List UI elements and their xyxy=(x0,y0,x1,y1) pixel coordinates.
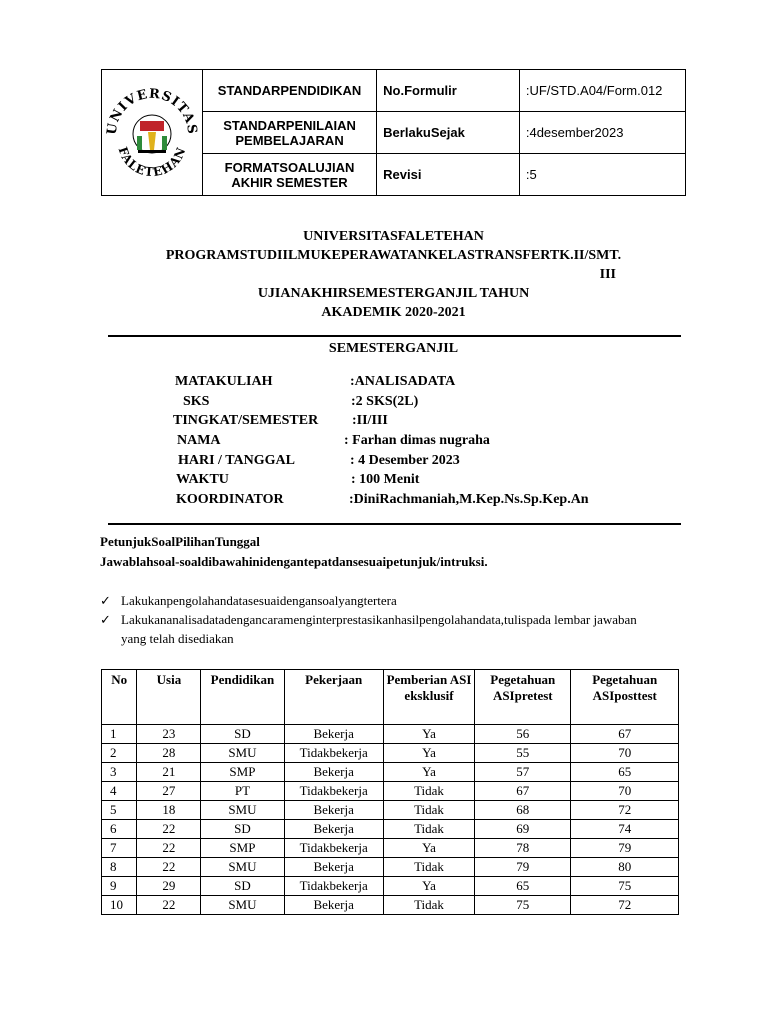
table-cell: 70 xyxy=(571,782,679,801)
table-cell: SMU xyxy=(201,744,284,763)
table-cell: 4 xyxy=(102,782,137,801)
table-cell: Bekerja xyxy=(284,896,383,915)
instruction-text: Lakukananalisadatadengancaramenginterprestasikanhasilpengolahandata,tulispada lembar jawaban yang telah disediakan xyxy=(121,612,637,646)
table-row xyxy=(102,877,679,896)
table-cell: 2 xyxy=(102,744,137,763)
info-value: : 4 Desember 2023 xyxy=(350,453,460,468)
table-cell: Bekerja xyxy=(284,820,383,839)
table-cell: 80 xyxy=(571,858,679,877)
table-cell: Tidakbekerja xyxy=(284,782,383,801)
table-cell: Ya xyxy=(383,744,474,763)
table-cell: 72 xyxy=(571,801,679,820)
table-cell: 21 xyxy=(137,763,201,782)
table-row xyxy=(102,763,679,782)
info-label: TINGKAT/SEMESTER xyxy=(173,413,319,428)
table-cell: 22 xyxy=(137,896,201,915)
divider-bottom xyxy=(108,523,681,525)
info-label: WAKTU xyxy=(176,472,229,487)
table-cell: 69 xyxy=(475,820,571,839)
table-cell: 28 xyxy=(137,744,201,763)
table-cell: 79 xyxy=(571,839,679,858)
col-header-usia: Usia xyxy=(137,670,201,725)
table-cell: 22 xyxy=(137,820,201,839)
instruction-text: Lakukanpengolahandatasesuaidengansoalyangtertera xyxy=(121,593,397,608)
table-cell: SMP xyxy=(201,763,284,782)
divider-top xyxy=(108,335,681,337)
program-title: PROGRAMSTUDIILMUKEPERAWATANKELASTRANSFERTK.II/SMT. xyxy=(165,248,622,263)
university-logo xyxy=(102,70,203,196)
field-value-1: :UF/STD.A04/Form.012 xyxy=(519,70,685,112)
col-header-asi-eksklusif: Pemberian ASI eksklusif xyxy=(383,670,474,725)
info-label: MATAKULIAH xyxy=(175,374,273,389)
info-label: HARI / TANGGAL xyxy=(178,453,295,468)
table-cell: Tidak xyxy=(383,858,474,877)
university-title: UNIVERSITASFALETEHAN xyxy=(303,229,484,244)
table-cell: 68 xyxy=(475,801,571,820)
table-cell: 22 xyxy=(137,858,201,877)
field-label-2: BerlakuSejak xyxy=(377,112,520,154)
table-row xyxy=(102,782,679,801)
table-cell: SMP xyxy=(201,839,284,858)
table-cell: Tidak xyxy=(383,896,474,915)
table-cell: Bekerja xyxy=(284,763,383,782)
table-cell: Bekerja xyxy=(284,725,383,744)
table-cell: Tidakbekerja xyxy=(284,744,383,763)
doc-standard-1: STANDARPENDIDIKAN xyxy=(202,70,376,112)
col-header-pendidikan: Pendidikan xyxy=(201,670,284,725)
table-cell: 8 xyxy=(102,858,137,877)
table-cell: SD xyxy=(201,820,284,839)
checkmark-icon: ✓ xyxy=(100,593,111,608)
table-cell: 55 xyxy=(475,744,571,763)
info-value: :ANALISADATA xyxy=(350,374,456,389)
info-value: :II/III xyxy=(352,413,388,428)
table-row xyxy=(102,820,679,839)
table-cell: 9 xyxy=(102,877,137,896)
data-table xyxy=(101,669,679,915)
table-cell: 67 xyxy=(475,782,571,801)
header-table xyxy=(101,69,686,196)
table-cell: 22 xyxy=(137,839,201,858)
info-value: :DiniRachmaniah,M.Kep.Ns.Sp.Kep.An xyxy=(349,492,589,507)
table-cell: 5 xyxy=(102,801,137,820)
table-cell: 1 xyxy=(102,725,137,744)
instructions-heading: PetunjukSoalPilihanTunggal xyxy=(100,534,260,549)
info-label: KOORDINATOR xyxy=(176,492,284,507)
table-row xyxy=(102,801,679,820)
table-cell: 75 xyxy=(571,877,679,896)
field-value-3: :5 xyxy=(519,154,685,196)
info-value: : Farhan dimas nugraha xyxy=(344,433,490,448)
field-label-3: Revisi xyxy=(377,154,520,196)
table-cell: Tidakbekerja xyxy=(284,839,383,858)
table-cell: 75 xyxy=(475,896,571,915)
field-value-2: :4desember2023 xyxy=(519,112,685,154)
table-cell: 23 xyxy=(137,725,201,744)
table-cell: 74 xyxy=(571,820,679,839)
table-cell: Ya xyxy=(383,877,474,896)
col-header-no: No xyxy=(102,670,137,725)
doc-standard-2: STANDARPENILAIAN PEMBELAJARAN xyxy=(202,112,376,154)
exam-title-line1: UJIANAKHIRSEMESTERGANJIL TAHUN xyxy=(257,286,530,301)
checkmark-icon: ✓ xyxy=(100,612,111,627)
table-cell: 65 xyxy=(475,877,571,896)
table-cell: 27 xyxy=(137,782,201,801)
table-cell: Tidakbekerja xyxy=(284,877,383,896)
table-cell: SMU xyxy=(201,858,284,877)
table-cell: Bekerja xyxy=(284,858,383,877)
table-row xyxy=(102,725,679,744)
table-cell: Tidak xyxy=(383,782,474,801)
table-cell: SMU xyxy=(201,801,284,820)
table-cell: SD xyxy=(201,725,284,744)
table-cell: 65 xyxy=(571,763,679,782)
university-seal-icon xyxy=(104,76,200,186)
svg-text:UNIVERSITAS: UNIVERSITAS xyxy=(104,86,200,136)
table-cell: Tidak xyxy=(383,820,474,839)
col-header-pretest: Pegetahuan ASIpretest xyxy=(475,670,571,725)
table-cell: 79 xyxy=(475,858,571,877)
table-row xyxy=(102,896,679,915)
table-header-row xyxy=(102,670,679,725)
table-cell: Ya xyxy=(383,763,474,782)
doc-standard-3: FORMATSOALUJIAN AKHIR SEMESTER xyxy=(202,154,376,196)
semester-title: SEMESTERGANJIL xyxy=(328,341,459,356)
col-header-posttest: Pegetahuan ASIposttest xyxy=(571,670,679,725)
table-cell: PT xyxy=(201,782,284,801)
table-cell: 18 xyxy=(137,801,201,820)
table-cell: Tidak xyxy=(383,801,474,820)
instructions-subheading: Jawablahsoal-soaldibawahinidengantepatdansesuaipetunjuk/intruksi. xyxy=(100,554,488,569)
table-cell: 57 xyxy=(475,763,571,782)
table-cell: Ya xyxy=(383,725,474,744)
svg-text:FALETEHAN: FALETEHAN xyxy=(115,144,189,180)
table-cell: 29 xyxy=(137,877,201,896)
table-cell: Bekerja xyxy=(284,801,383,820)
info-label: SKS xyxy=(183,394,210,409)
table-row xyxy=(102,744,679,763)
col-header-pekerjaan: Pekerjaan xyxy=(284,670,383,725)
table-cell: 3 xyxy=(102,763,137,782)
table-cell: 67 xyxy=(571,725,679,744)
exam-title-line2: AKADEMIK 2020-2021 xyxy=(321,305,466,320)
table-cell: 10 xyxy=(102,896,137,915)
table-cell: 56 xyxy=(475,725,571,744)
table-cell: 78 xyxy=(475,839,571,858)
table-cell: SMU xyxy=(201,896,284,915)
table-cell: Ya xyxy=(383,839,474,858)
table-row xyxy=(102,858,679,877)
table-row xyxy=(102,839,679,858)
info-label: NAMA xyxy=(177,433,221,448)
table-cell: 6 xyxy=(102,820,137,839)
info-value: :2 SKS(2L) xyxy=(351,394,419,409)
program-title-cont: III xyxy=(599,267,616,282)
table-cell: 7 xyxy=(102,839,137,858)
table-cell: 72 xyxy=(571,896,679,915)
table-cell: SD xyxy=(201,877,284,896)
field-label-1: No.Formulir xyxy=(377,70,520,112)
info-value: : 100 Menit xyxy=(351,472,420,487)
table-cell: 70 xyxy=(571,744,679,763)
